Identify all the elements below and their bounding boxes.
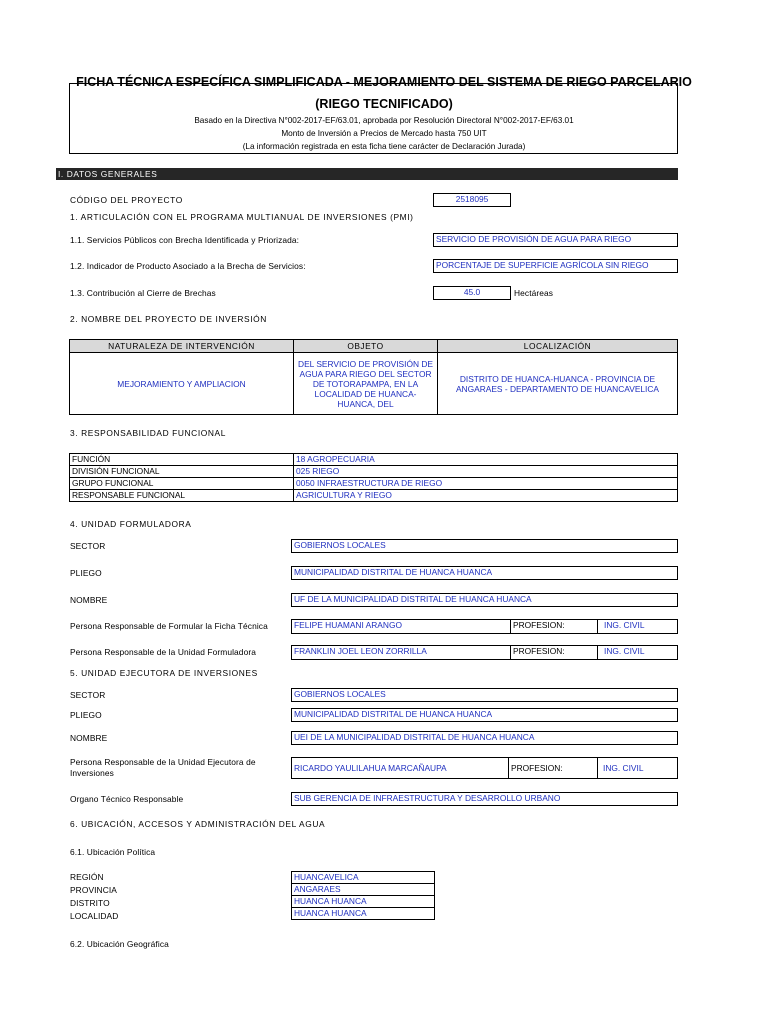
sheet-responsible-value: FELIPE HUAMANI ARANGO — [291, 619, 511, 634]
services-value: SERVICIO DE PROVISIÓN DE AGUA PARA RIEGO — [433, 233, 678, 247]
services-label: 1.1. Servicios Públicos con Brecha Identificada y Priorizada: — [70, 235, 300, 245]
investment-amount: Monto de Inversión a Precios de Mercado hasta 750 UIT — [281, 129, 487, 138]
uei-pliego-label: PLIEGO — [70, 710, 102, 720]
table-row — [70, 478, 678, 490]
functional-responsibility-table — [69, 453, 678, 502]
row-label: GRUPO FUNCIONAL — [70, 478, 294, 490]
political-location-table — [291, 871, 435, 920]
table-row — [70, 454, 678, 466]
uf-pliego-value: MUNICIPALIDAD DISTRITAL DE HUANCA HUANCA — [291, 566, 678, 580]
row-value: 18 AGROPECUARIA — [294, 454, 678, 466]
row-value: AGRICULTURA Y RIEGO — [294, 490, 678, 502]
uf-responsible-profession-value: ING. CIVIL — [597, 645, 678, 660]
gap-contribution-value: 45.0 — [433, 286, 511, 300]
uei-responsible-profession-value: ING. CIVIL — [597, 757, 678, 779]
region-value: HUANCAVELICA — [292, 872, 435, 884]
district-label: DISTRITO — [70, 898, 110, 908]
uei-responsible-label-line2: Inversiones — [70, 768, 114, 778]
district-value: HUANCA HUANCA — [292, 896, 435, 908]
uei-name-label: NOMBRE — [70, 733, 108, 743]
uei-responsible-label-line1: Persona Responsable de la Unidad Ejecutora de — [70, 757, 256, 767]
uei-responsible-profession-label: PROFESION: — [508, 757, 598, 779]
locality-value: HUANCA HUANCA — [292, 908, 435, 920]
table-row — [70, 466, 678, 478]
directive-basis: Basado en la Directiva N°002-2017-EF/63.01, aprobada por Resolución Directoral N°002-2017-EF/63.01 — [194, 116, 574, 125]
row-label: FUNCIÓN — [70, 454, 294, 466]
gap-contribution-unit: Hectáreas — [514, 288, 554, 298]
uf-sector-label: SECTOR — [70, 541, 106, 551]
uei-pliego-value: MUNICIPALIDAD DISTRITAL DE HUANCA HUANCA — [291, 708, 678, 722]
sworn-declaration: (La información registrada en esta ficha tiene carácter de Declaración Jurada) — [242, 142, 526, 151]
col-header-object: OBJETO — [294, 340, 438, 353]
region-label: REGIÓN — [70, 872, 104, 882]
uf-name-value: UF DE LA MUNICIPALIDAD DISTRITAL DE HUANCA HUANCA — [291, 593, 678, 607]
uei-sector-label: SECTOR — [70, 690, 106, 700]
intervention-nature: MEJORAMIENTO Y AMPLIACION — [70, 353, 294, 415]
row-label: RESPONSABLE FUNCIONAL — [70, 490, 294, 502]
gap-contribution-label: 1.3. Contribución al Cierre de Brechas — [70, 288, 216, 298]
sheet-responsible-label: Persona Responsable de Formular la Ficha Técnica — [70, 621, 268, 631]
province-label: PROVINCIA — [70, 885, 117, 895]
uei-responsible-value: RICARDO YAULILAHUA MARCAÑAUPA — [291, 757, 509, 779]
uf-responsible-value: FRANKLIN JOEL LEON ZORRILLA — [291, 645, 511, 660]
indicator-label: 1.2. Indicador de Producto Asociado a la Brecha de Servicios: — [70, 261, 306, 271]
document-title: FICHA TÉCNICA ESPECÍFICA SIMPLIFICADA - MEJORAMIENTO DEL SISTEMA DE RIEGO PARCELARIO — [76, 75, 692, 89]
uf-responsible-profession-label: PROFESION: — [510, 645, 598, 660]
col-header-location: LOCALIZACIÓN — [438, 340, 678, 353]
project-name-title: 2. NOMBRE DEL PROYECTO DE INVERSIÓN — [70, 314, 267, 324]
uei-sector-value: GOBIERNOS LOCALES — [291, 688, 678, 702]
political-location-title: 6.1. Ubicación Política — [70, 847, 156, 857]
col-header-nature: NATURALEZA DE INTERVENCIÓN — [70, 340, 294, 353]
row-value: 025 RIEGO — [294, 466, 678, 478]
row-label: DIVISIÓN FUNCIONAL — [70, 466, 294, 478]
table-row — [70, 490, 678, 502]
uei-name-value: UEI DE LA MUNICIPALIDAD DISTRITAL DE HUANCA HUANCA — [291, 731, 678, 745]
locality-label: LOCALIDAD — [70, 911, 119, 921]
location-access-title: 6. UBICACIÓN, ACCESOS Y ADMINISTRACIÓN DEL AGUA — [70, 819, 326, 829]
uf-sector-value: GOBIERNOS LOCALES — [291, 539, 678, 553]
sheet-responsible-profession-value: ING. CIVIL — [597, 619, 678, 634]
intervention-location: DISTRITO DE HUANCA-HUANCA - PROVINCIA DE ANGARAES - DEPARTAMENTO DE HUANCAVELICA — [438, 353, 678, 415]
sheet-responsible-profession-label: PROFESION: — [510, 619, 598, 634]
section-band-general-data: I. DATOS GENERALES — [56, 168, 678, 180]
document-subtitle: (RIEGO TECNIFICADO) — [315, 97, 453, 111]
intervention-object: DEL SERVICIO DE PROVISIÓN DE AGUA PARA RIEGO DEL SECTOR DE TOTORAPAMPA, EN LA LOCALIDAD DE HUANCA-HUANCA, DEL — [294, 353, 438, 415]
project-code-value: 2518095 — [433, 193, 511, 207]
executing-unit-title: 5. UNIDAD EJECUTORA DE INVERSIONES — [70, 668, 258, 678]
province-value: ANGARAES — [292, 884, 435, 896]
uf-name-label: NOMBRE — [70, 595, 108, 605]
indicator-value: PORCENTAJE DE SUPERFICIE AGRÍCOLA SIN RIEGO — [433, 259, 678, 273]
functional-responsibility-title: 3. RESPONSABILIDAD FUNCIONAL — [70, 428, 226, 438]
pmi-title: 1. ARTICULACIÓN CON EL PROGRAMA MULTIANUAL DE INVERSIONES (PMI) — [70, 212, 414, 222]
uf-pliego-label: PLIEGO — [70, 568, 102, 578]
technical-body-label: Organo Técnico Responsable — [70, 794, 184, 804]
uf-responsible-label: Persona Responsable de la Unidad Formuladora — [70, 647, 256, 657]
project-code-label: CÓDIGO DEL PROYECTO — [70, 195, 183, 205]
row-value: 0050 INFRAESTRUCTURA DE RIEGO — [294, 478, 678, 490]
formulating-unit-title: 4. UNIDAD FORMULADORA — [70, 519, 192, 529]
geographic-location-title: 6.2. Ubicación Geográfica — [70, 939, 169, 949]
technical-body-value: SUB GERENCIA DE INFRAESTRUCTURA Y DESARROLLO URBANO — [291, 792, 678, 806]
project-name-table — [69, 339, 678, 415]
